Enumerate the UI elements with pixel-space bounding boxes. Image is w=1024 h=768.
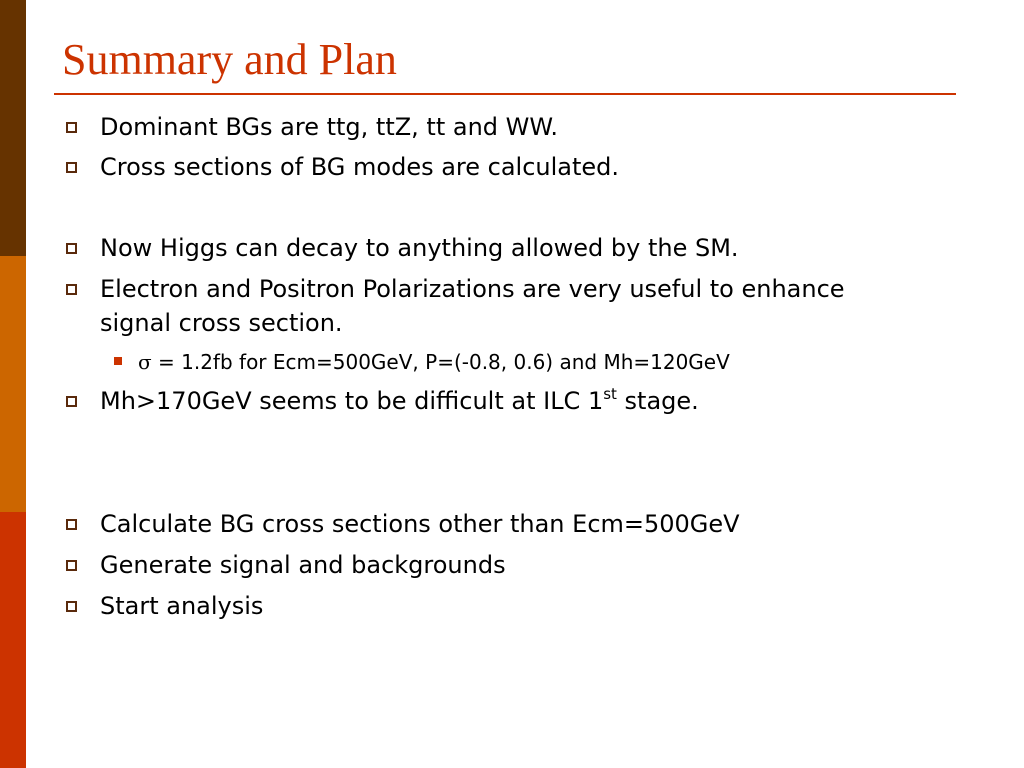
hollow-square-bullet-icon [66, 396, 77, 407]
hollow-square-bullet-icon [66, 122, 77, 133]
hollow-square-bullet-icon [66, 284, 77, 295]
bullet-text-tail: stage. [616, 387, 699, 415]
hollow-square-bullet-icon [66, 162, 77, 173]
sub-bullet-body: = 1.2fb for Ecm=500GeV, P=(-0.8, 0.6) and Mh=120GeV [151, 350, 730, 374]
bullet-text: Start analysis [100, 592, 264, 620]
bullet-text-main: Mh>170GeV seems to be difficult at ILC 1 [100, 387, 604, 415]
hollow-square-bullet-icon [66, 601, 77, 612]
hollow-square-bullet-icon [66, 519, 77, 530]
sigma-symbol: σ [138, 350, 152, 374]
bullet-text: Dominant BGs are ttg, ttZ, tt and WW. [100, 113, 558, 141]
bullet-text [100, 384, 920, 418]
bullet-text: Now Higgs can decay to anything allowed by the SM. [100, 234, 739, 262]
bullet-text: Generate signal and backgrounds [100, 551, 506, 579]
filled-square-bullet-icon [114, 357, 122, 365]
bullet-text: Cross sections of BG modes are calculated. [100, 153, 620, 181]
sub-bullet-text [138, 348, 730, 376]
hollow-square-bullet-icon [66, 560, 77, 571]
ordinal-suffix: st [603, 385, 617, 403]
bullet-text: Electron and Positron Polarizations are very useful to enhance signal cross section. [100, 275, 845, 337]
bullet-text: Calculate BG cross sections other than Ecm=500GeV [100, 510, 740, 538]
hollow-square-bullet-icon [66, 243, 77, 254]
slide-title: Summary and Plan [62, 35, 397, 84]
